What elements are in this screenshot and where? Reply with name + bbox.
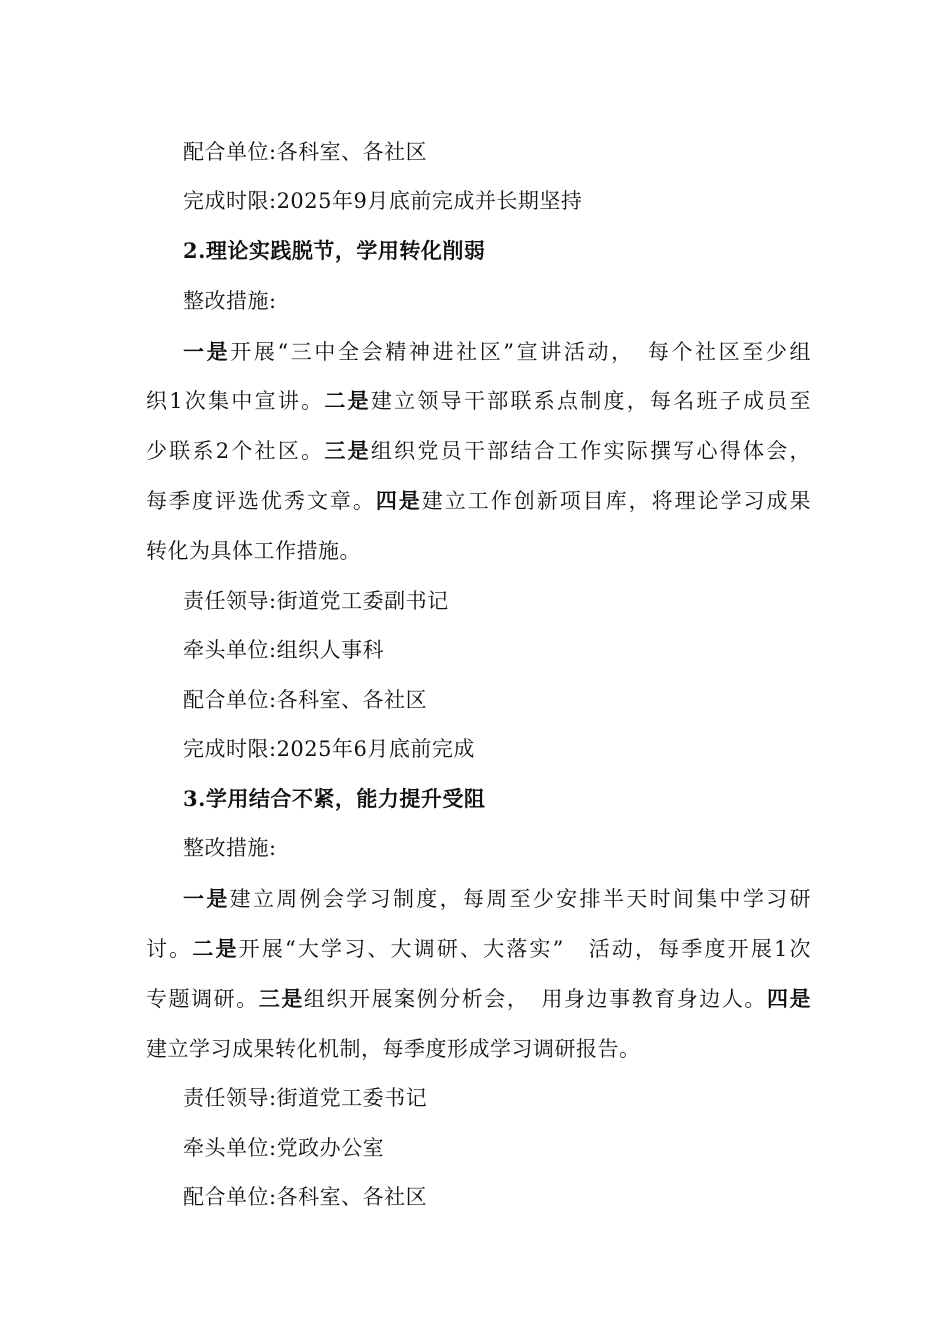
cooperating-units-line: 配合单位:各科室、各社区 [183, 688, 428, 712]
measure-text: 建立领导干部联系点制度，每名班子成员至 [370, 389, 812, 413]
paragraph-line: 转化为具体工作措施。 [146, 539, 361, 563]
paragraph-line [146, 437, 811, 465]
ordinal-first: 一是 [183, 339, 231, 364]
paragraph-line [183, 885, 811, 913]
ordinal-second: 二是 [192, 936, 239, 961]
measure-text: 开展“三中全会精神进社区”宣讲活动， 每个社区至少组 [230, 340, 811, 364]
responsible-leader-line: 责任领导:街道党工委副书记 [183, 589, 449, 613]
measure-text: 每季度评选优秀文章。 [146, 489, 376, 513]
measures-label: 整改措施: [183, 836, 277, 860]
measure-text: 专题调研。 [146, 987, 259, 1011]
measure-text: 织1次集中宣讲。 [146, 389, 325, 413]
ordinal-fourth: 四是 [766, 986, 812, 1011]
measure-text: 少联系2个社区。 [146, 439, 325, 463]
section-heading-2: 2.理论实践脱节，学用转化削弱 [183, 238, 486, 263]
measure-text: 建立工作创新项目库，将理论学习成果 [421, 489, 812, 513]
cooperating-units-line: 配合单位:各科室、各社区 [183, 140, 428, 164]
paragraph-line: 建立学习成果转化机制，每季度形成学习调研报告。 [146, 1037, 641, 1061]
section-heading-3: 3.学用结合不紧，能力提升受阻 [183, 786, 486, 811]
measure-text: 组织开展案例分析会， 用身边事教育身边人。 [303, 987, 767, 1011]
ordinal-third: 三是 [258, 986, 304, 1011]
paragraph-line [146, 935, 811, 963]
cooperating-units-line: 配合单位:各科室、各社区 [183, 1185, 428, 1209]
measure-text: 开展“大学习、大调研、大落实” 活动，每季度开展1次 [238, 937, 812, 961]
ordinal-first: 一是 [183, 886, 230, 911]
measures-label: 整改措施: [183, 289, 277, 313]
paragraph-line [183, 338, 811, 366]
lead-unit-line: 牵头单位:党政办公室 [183, 1136, 385, 1160]
paragraph-line [146, 487, 811, 515]
deadline-line: 完成时限:2025年6月底前完成 [183, 737, 475, 761]
paragraph-line [146, 387, 811, 415]
ordinal-third: 三是 [324, 438, 371, 463]
ordinal-second: 二是 [324, 388, 371, 413]
measure-text: 组织党员干部结合工作实际撰写心得体会， [370, 439, 812, 463]
measure-text: 建立周例会学习制度，每周至少安排半天时间集中学习研 [229, 887, 812, 911]
lead-unit-line: 牵头单位:组织人事科 [183, 638, 385, 662]
responsible-leader-line: 责任领导:街道党工委书记 [183, 1086, 428, 1110]
ordinal-fourth: 四是 [375, 488, 422, 513]
deadline-line: 完成时限:2025年9月底前完成并长期坚持 [183, 189, 583, 213]
measure-text: 讨。 [146, 937, 193, 961]
paragraph-line [146, 985, 811, 1013]
